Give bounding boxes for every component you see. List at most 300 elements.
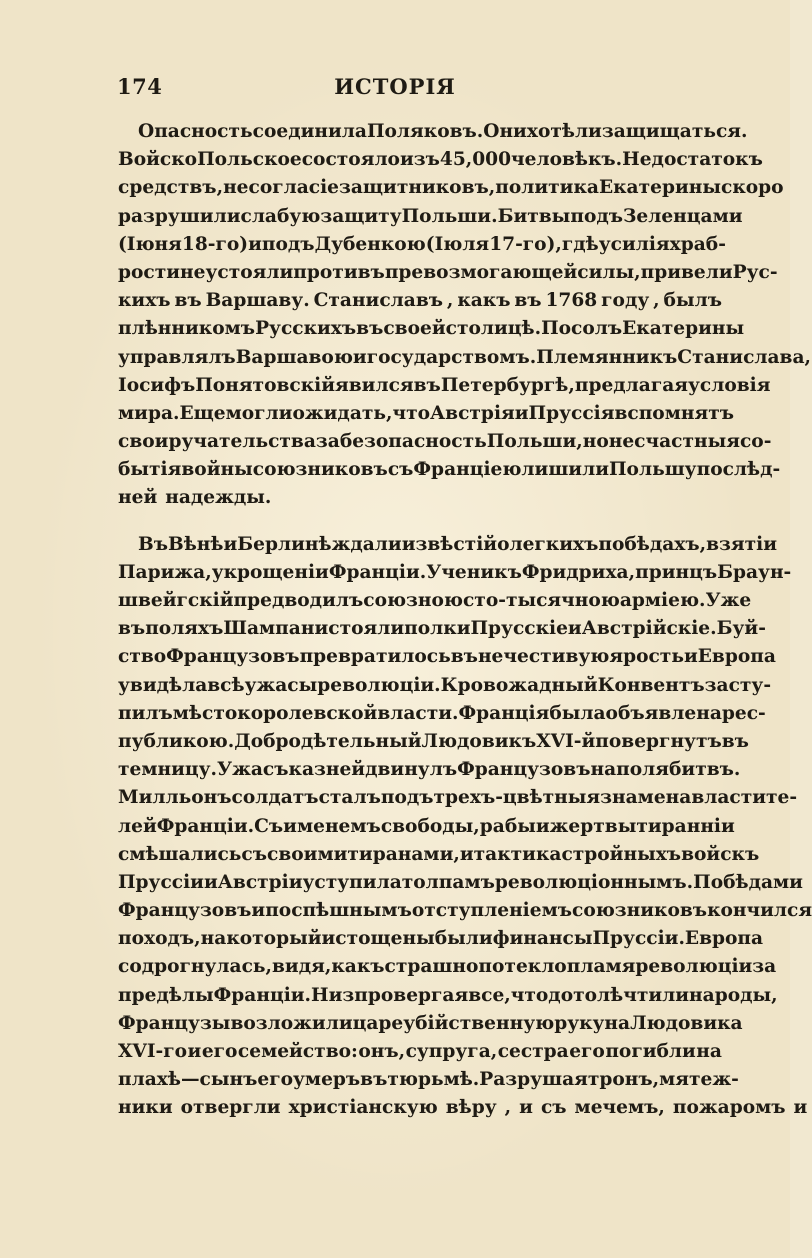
word: увидѣла [118,674,208,696]
word: XVI-го [118,1041,188,1062]
word: всѣ [207,674,245,696]
text-line [118,531,778,559]
word: подъ [570,205,623,227]
text-line [118,784,798,812]
text-line [118,428,772,456]
word: въ [360,1069,388,1091]
word: ручательства [168,431,316,453]
body-text [118,118,812,1123]
word: жертвы [549,815,637,837]
word: полки [404,618,471,640]
text-line [118,559,792,587]
word: вѣру [445,1097,497,1119]
word: послѣд- [696,459,781,481]
word: тюрьмѣ. [387,1069,480,1091]
word: какъ [331,956,385,978]
word: союзною [363,590,463,611]
word: Русскихъ [255,318,357,340]
word: свои [118,431,169,453]
word: силы, [577,261,641,283]
word: революціи. [317,674,441,696]
paragraph [118,531,812,1123]
word: стояли [328,618,405,640]
word: Низпровергая [311,984,469,1006]
word: пламя [566,956,636,978]
word: и [352,346,367,368]
word: публикою. [118,730,235,752]
word: 17-го), [489,233,562,255]
text-line [118,400,734,428]
text-line [118,841,760,869]
word: солдатъ [231,787,319,809]
word: Фридриха, [521,561,636,583]
word: и [251,900,266,922]
word: на [604,1012,631,1034]
text-line [118,174,784,202]
word: въ [174,290,202,312]
word: Людовикъ [421,730,537,752]
word: — [180,1069,200,1091]
word: несчастныя [608,431,740,453]
word: защитниковъ [339,177,489,199]
word: Станислава, [677,346,811,368]
word: легкихъ [509,533,599,555]
word: какъ [457,290,511,312]
word: битвъ. [669,759,741,781]
word: своей [383,318,446,340]
word: кончился [707,900,812,922]
word: средствъ [118,177,217,199]
text-line [118,953,777,981]
word: съ [387,459,414,481]
word: , [265,956,273,978]
word: Екатерины [622,318,745,340]
word: Польское [197,149,302,171]
word: человѣкъ. [511,149,623,171]
text-line [118,925,764,953]
word: лишили [521,459,609,481]
word: хотѣли [526,121,602,142]
word: Европа [684,928,764,950]
word: казней [288,759,366,781]
word: XVI-й [536,730,596,752]
word: Войско [118,149,198,171]
word: тактика [473,843,562,865]
word: соединила [252,121,367,142]
word: Франція [458,702,550,724]
word: побѣдахъ, [598,533,707,555]
word: былъ [663,290,722,312]
word: Австрійскіе. [581,618,717,640]
running-head [117,74,673,104]
word: Французовъ [457,759,591,781]
word: Понятовскій [195,374,336,396]
word: содрогнулась [118,956,266,978]
word: знамена [600,787,692,809]
word: сестра [497,1041,569,1062]
word: ужасы [244,674,318,696]
word: ожидать, [292,402,393,424]
word: , [216,177,224,199]
word: извѣстій [401,533,498,555]
word: 1768 [545,290,598,312]
text-line [118,118,748,146]
word: на [590,759,617,781]
word: отступленіемъ [411,900,572,922]
word: вспомнятъ [614,402,734,424]
word: свободы, [380,815,480,837]
word: Французовъ [166,646,300,668]
word: своими [267,843,348,865]
text-line [118,1010,743,1038]
word: Битвы [497,205,571,227]
word: лей [118,815,157,837]
word: тронъ, [587,1069,660,1091]
word: за [752,956,777,978]
word: за [315,431,340,453]
word: пилъ [118,702,173,724]
word: рес- [721,702,766,724]
word: Поляковъ. [366,121,484,142]
text-line [118,700,766,728]
word: состояло [301,149,400,171]
word: предводилъ [233,590,364,611]
word: сто-тысячною [462,590,620,611]
word: не [180,261,206,283]
word: ярость [609,646,684,668]
word: была [549,702,606,724]
word: Іосифъ [118,374,196,396]
word: Рус- [732,261,778,283]
word: двинулъ [365,759,458,781]
word: и [248,233,262,255]
word: сынъ [199,1069,258,1091]
word: Берлинѣ [237,533,332,555]
word: предлагая [574,374,688,396]
word: походъ, [118,928,201,950]
word: Австріи [217,871,303,893]
word: управлялъ [118,346,236,368]
word: , [324,956,332,978]
word: Кровожадный [440,674,598,696]
word: съ [540,1097,567,1119]
word: привели [640,261,733,283]
word: Франціи. [213,984,312,1006]
word: чтили [623,984,690,1006]
word: но [582,431,609,453]
word: слабую [240,205,321,227]
word: плахѣ [118,1069,181,1091]
word: темницу. [118,759,218,781]
word: политика [495,177,599,199]
word: взятіи [706,533,778,555]
word: укрощеніи [211,561,329,583]
word: Франціи. [328,561,427,583]
word: революціи [635,956,753,978]
word: въ [721,730,749,752]
word: Варшаву. [205,290,310,312]
word: толпамъ [401,871,495,893]
text-line [118,587,752,615]
word: превратилось [299,646,451,668]
word: Польшу [609,459,697,481]
word: и [567,618,582,640]
word: (Іюля [425,233,490,255]
word: Ужасъ [217,759,289,781]
word: Съ [254,815,284,837]
word: съ [241,843,268,865]
word: цареубійственную [352,1012,555,1034]
word: Франціею [413,459,522,481]
word: все, [468,984,511,1006]
word: Польши [486,431,577,453]
word: ники [118,1097,173,1119]
word: подъ [380,787,434,809]
word: мира. [118,402,180,424]
text-line [118,869,803,897]
word: Европа [697,646,776,668]
word: рости [118,261,181,283]
word: Уже [705,590,752,611]
text-line [118,615,766,643]
word: (Іюня [118,233,182,255]
word: гдѣ [561,233,599,255]
word: мятеж- [659,1069,739,1091]
word: дотолѣ [548,984,624,1006]
text-line [118,287,722,315]
word: безопасность [339,431,487,453]
word: повергнутъ [595,730,722,752]
word: , [576,431,583,453]
word: надежды. [165,487,272,509]
word: королевской [237,702,378,724]
word: Недостатокъ [622,149,763,171]
word: устояли [205,261,294,283]
word: , [446,290,454,312]
word: финансы [492,928,593,950]
word: Посолъ [541,318,623,340]
word: въ [118,618,146,640]
word: и [223,533,238,555]
word: Франціи. [156,815,255,837]
word: Браун- [717,561,792,583]
text-line [118,982,778,1010]
text-line [118,672,772,700]
word: Екатерины [598,177,721,199]
word: народы, [689,984,778,1006]
word: именемъ [283,815,381,837]
word: смѣшались [118,843,242,865]
paragraph [118,118,811,513]
word: сталъ [318,787,381,809]
word: союзниковъ [572,900,708,922]
text-line [118,372,771,400]
word: его [569,1041,605,1062]
word: мѣсто [172,702,238,724]
word: о [497,533,510,555]
word: бытія [118,459,182,481]
word: усилія [598,233,670,255]
word: въ [413,374,441,396]
word: ство [118,646,167,668]
word: нечестивую [477,646,610,668]
word: Въ [138,533,168,555]
word: принцъ [635,561,718,583]
word: Австрія [430,402,515,424]
word: супруга, [405,1041,498,1062]
word: который [226,928,322,950]
word: Разрушая [479,1069,588,1091]
word: храб- [669,233,726,255]
word: семейство: [237,1041,358,1062]
word: объявлена [605,702,722,724]
word: его [201,1041,238,1062]
word: защиту [320,205,402,227]
word: рабы [479,815,536,837]
word: что [392,402,431,424]
text-line [118,756,741,784]
word: на [696,1041,722,1062]
word: и [535,815,550,837]
page-number: 174 [117,74,163,99]
word: столицѣ. [445,318,542,340]
word: поспѣшнымъ [265,900,412,922]
word: Людовика [630,1012,743,1034]
word: Буй- [716,618,766,640]
word: Петербургѣ, [440,374,575,396]
text-line [118,203,743,231]
word: руку [554,1012,605,1034]
text-line [118,1066,739,1094]
word: на [200,928,227,950]
word: въ [356,318,384,340]
word: году [601,290,650,312]
word: скоро [721,177,784,199]
word: что [510,984,549,1006]
word: погибли [605,1041,696,1062]
word: истощены [321,928,435,950]
word: тиранами, [347,843,460,865]
text-line [118,259,778,287]
word: защищаться. [601,121,748,142]
word: и [793,1097,808,1119]
word: арміею. [619,590,706,611]
word: превозмогающей [384,261,578,283]
word: и [187,1041,202,1062]
word: разрушили [118,205,241,227]
word: изъ [399,149,440,171]
word: Станиславъ [313,290,444,312]
word: отвергли [180,1097,281,1119]
word: Они [483,121,527,142]
page-title: ИСТОРІЯ [334,74,456,99]
word: Варшавою [235,346,353,368]
text-line [118,146,763,174]
text-line [118,456,781,484]
word: войскъ [681,843,760,865]
word: Добродѣтельный [234,730,422,752]
word: , [653,290,660,312]
word: Пруссія [528,402,615,424]
word: условія [688,374,771,396]
word: въ [450,646,478,668]
word: Конвентъ [597,674,705,696]
word: и [519,1097,533,1119]
word: его [257,1069,294,1091]
word: Еще [179,402,226,424]
word: Польши. [401,205,498,227]
word: потекло [478,956,567,978]
word: страшно [384,956,479,978]
word: Побѣдами [693,871,803,893]
text-line [118,1094,808,1122]
word: войны [181,459,253,481]
word: властите- [691,787,798,809]
text-line [118,231,726,259]
word: Прусскіе [470,618,568,640]
word: 45,000 [439,149,512,171]
text-line [118,643,776,671]
word: поляхъ [145,618,224,640]
word: мечемъ, [574,1097,665,1119]
word: онъ, [358,1041,406,1062]
text-line [118,813,735,841]
text-line [118,897,812,925]
text-line [118,484,722,512]
word: 18-го) [181,233,249,255]
word: ждали [331,533,402,555]
word: Вѣнѣ [167,533,224,555]
word: стройныхъ [561,843,682,865]
word: подъ [261,233,315,255]
word: плѣнникомъ [118,318,256,340]
word: государствомъ. [366,346,537,368]
word: Шампани [223,618,329,640]
text-line [118,1038,722,1066]
word: Пруссіи. [592,928,685,950]
word: , [504,1097,512,1119]
word: трехъ-цвѣтныя [433,787,601,809]
word: и [203,871,218,893]
word: ней [118,487,158,509]
word: умеръ [293,1069,361,1091]
word: Французовъ [118,900,252,922]
word: и [683,646,698,668]
word: Французы [118,1012,231,1034]
word: и [459,843,474,865]
word: швейгскій [118,590,234,611]
word: видя [272,956,325,978]
word: союзниковъ [252,459,388,481]
word: предѣлы [118,984,214,1006]
word: кихъ [118,290,171,312]
word: революціоннымъ. [494,871,694,893]
word: несогласіе [223,177,339,199]
word: Племянникъ [536,346,678,368]
word: Парижа, [118,561,212,583]
word: могли [225,402,293,424]
word: возложили [230,1012,353,1034]
word: Опасность [138,121,253,142]
word: засту- [704,674,772,696]
word: поля [616,759,670,781]
text-line [118,728,749,756]
word: уступила [302,871,402,893]
word: , [488,177,496,199]
word: Дубенкою [314,233,426,255]
word: были [434,928,493,950]
word: христіанскую [288,1097,438,1119]
